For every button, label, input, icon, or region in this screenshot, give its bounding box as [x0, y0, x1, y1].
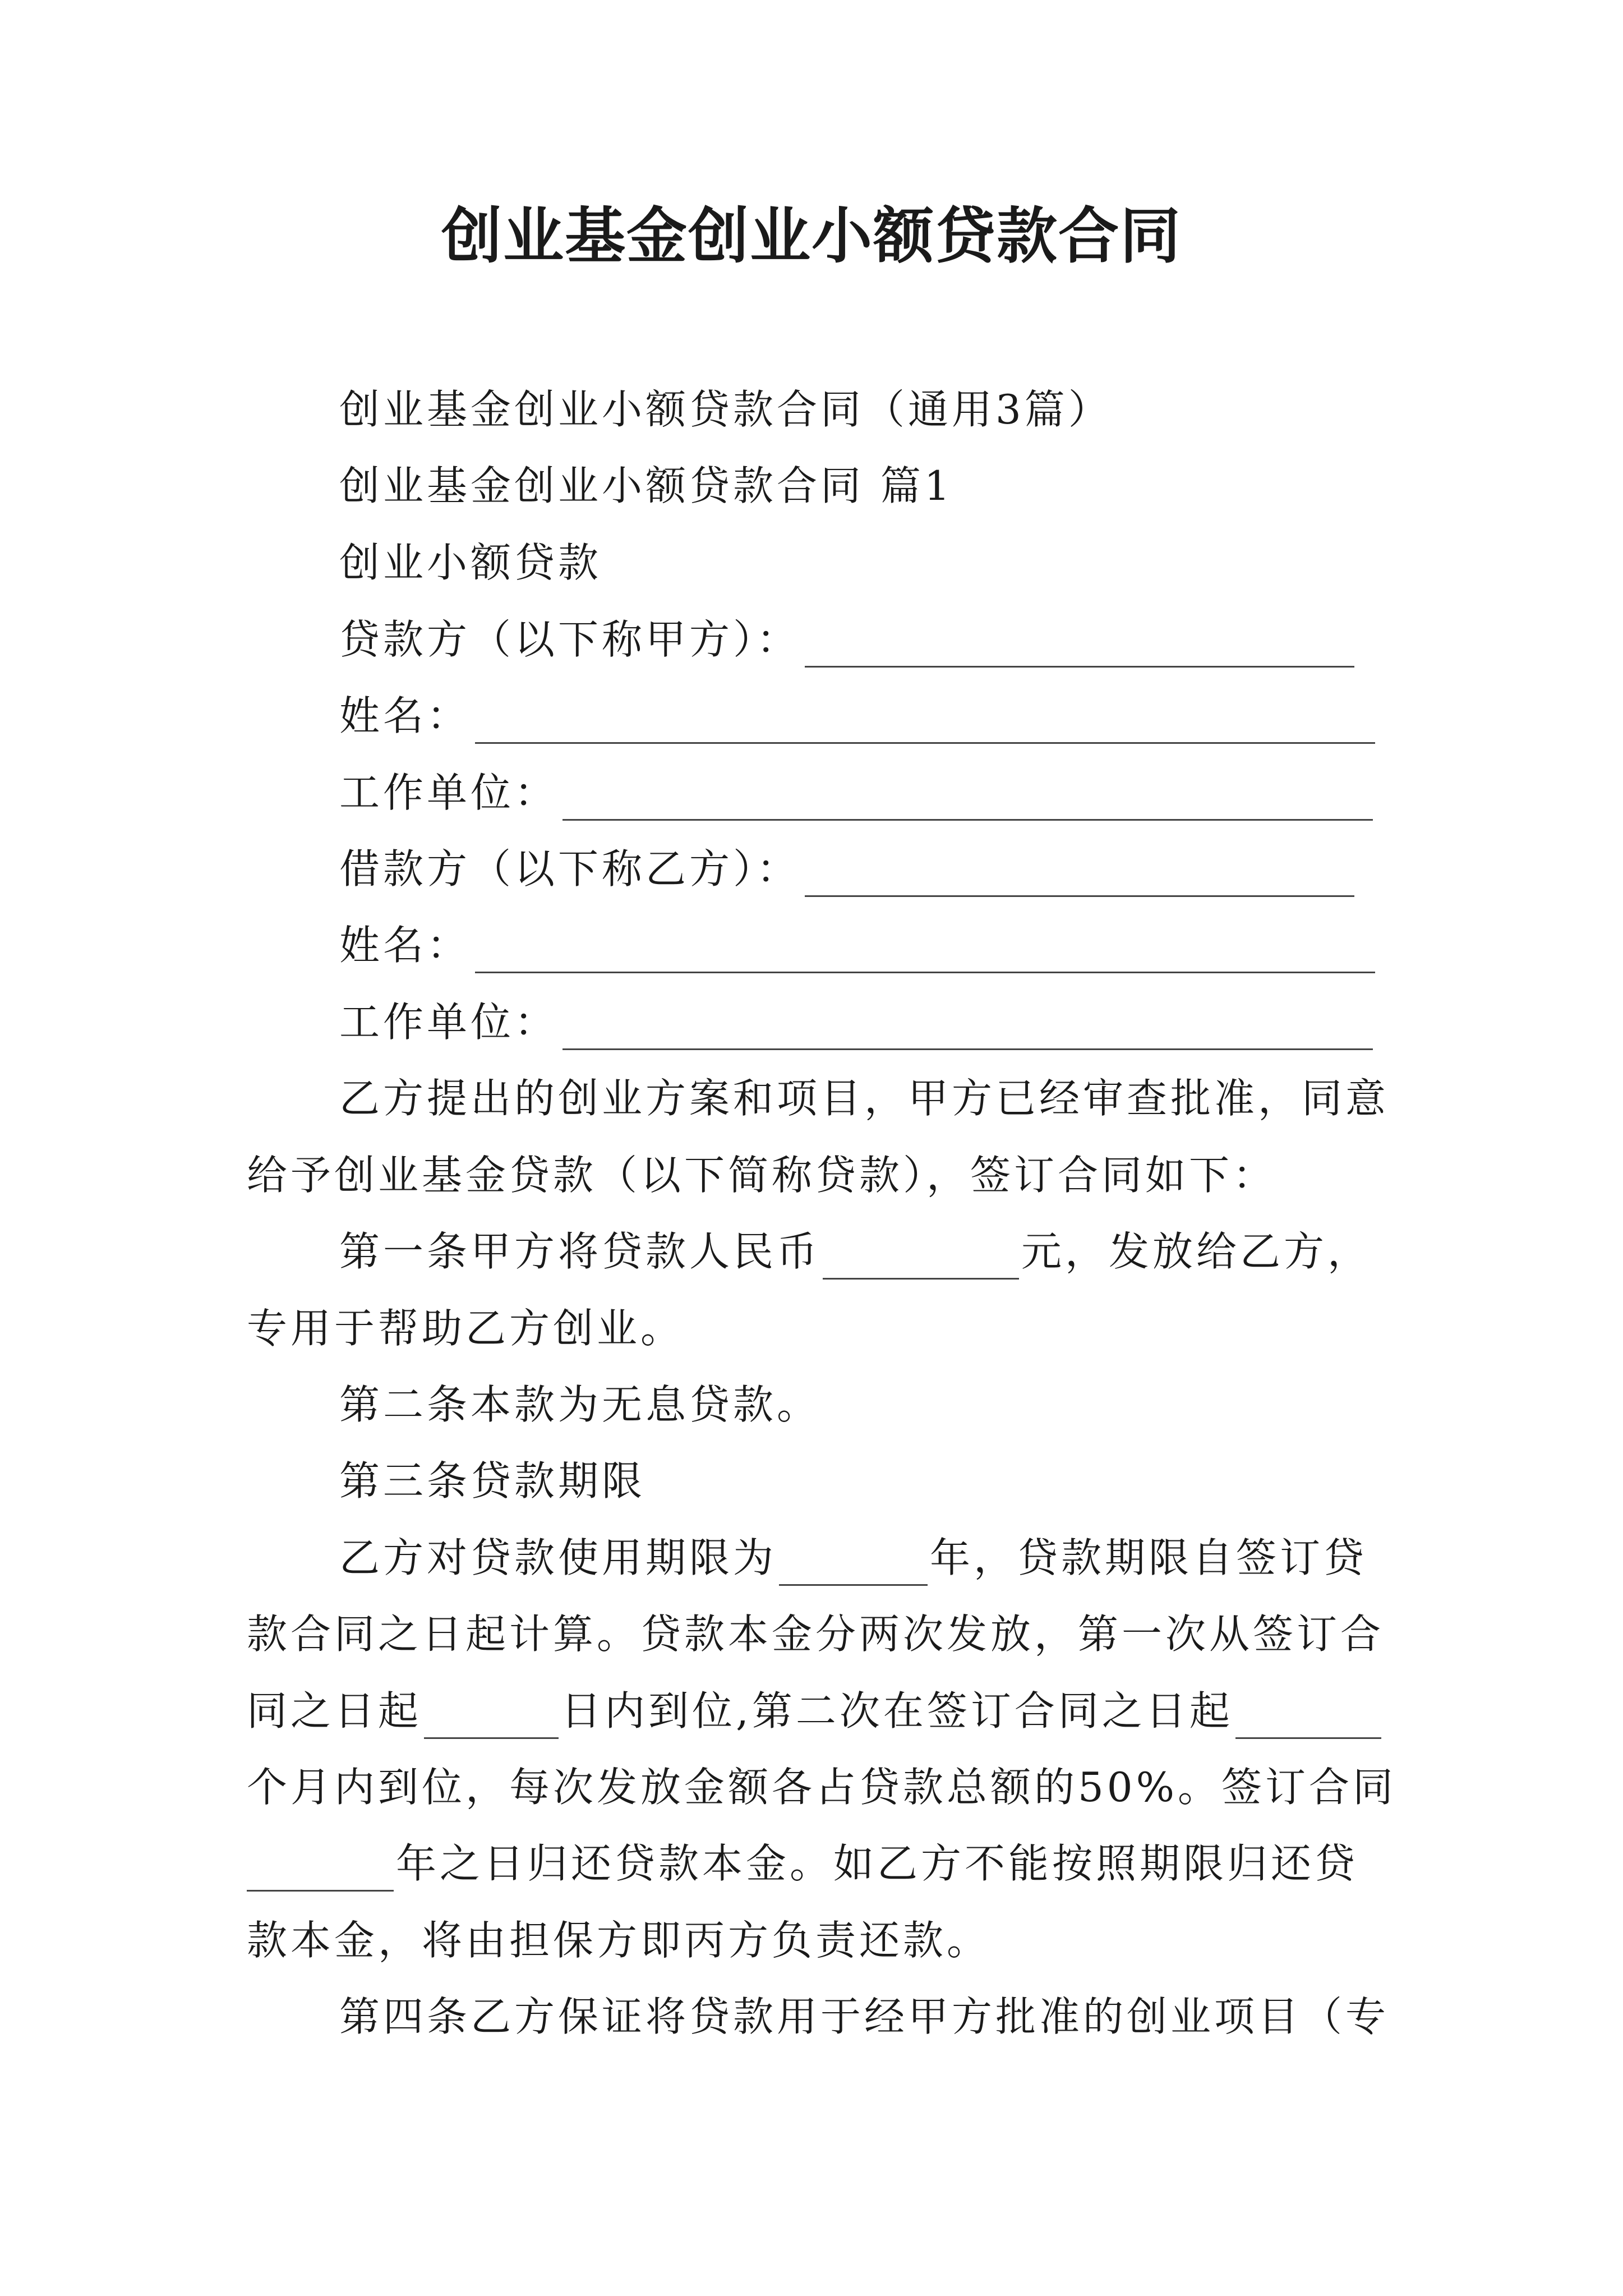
borrower-name-label: 姓名：	[339, 922, 471, 969]
lender-unit-label: 工作单位：	[339, 769, 559, 816]
article-3-text-5b: 年之日归还贷款本金。如乙方不能按照期限归还贷	[396, 1840, 1359, 1887]
borrower-label: 借款方（以下称乙方）：	[339, 845, 801, 892]
amount-blank[interactable]	[823, 1234, 1019, 1280]
borrower-name-field	[339, 917, 1375, 973]
lender-name-field	[339, 688, 1375, 744]
lender-name-label: 姓名：	[339, 692, 471, 739]
lender-unit-field	[339, 765, 1373, 821]
borrower-blank[interactable]	[805, 852, 1354, 897]
article-3-heading: 第三条贷款期限	[339, 1457, 646, 1504]
repay-years-blank[interactable]	[247, 1846, 394, 1892]
article-3-line-5	[247, 1835, 1358, 1892]
article-1-text-a: 第一条甲方将贷款人民币	[339, 1228, 821, 1275]
article-2: 第二条本款为无息贷款。	[339, 1381, 821, 1428]
article-3-text-1b: 年，贷款期限自签订贷	[930, 1534, 1368, 1581]
borrower-name-blank[interactable]	[475, 928, 1375, 973]
article-3-text-3a: 同之日起	[247, 1687, 422, 1734]
article-3-line-1	[339, 1530, 1367, 1586]
article-3-line-2: 款合同之日起计算。贷款本金分两次发放，第一次从签订合	[247, 1611, 1385, 1658]
term-years-blank[interactable]	[779, 1540, 928, 1586]
article-3-line-3	[247, 1683, 1384, 1739]
intro-line-2: 给予创业基金贷款（以下简称贷款），签订合同如下：	[247, 1152, 1277, 1199]
document-title: 创业基金创业小额贷款合同	[441, 201, 1182, 272]
section-heading: 创业小额贷款	[339, 539, 602, 586]
borrower-unit-blank[interactable]	[562, 1005, 1373, 1050]
intro-line-1: 乙方提出的创业方案和项目，甲方已经审查批准，同意	[339, 1075, 1390, 1122]
first-days-blank[interactable]	[424, 1694, 559, 1739]
borrower-unit-field	[339, 994, 1373, 1050]
second-months-blank[interactable]	[1235, 1694, 1381, 1739]
article-3-text-1a: 乙方对贷款使用期限为	[339, 1534, 777, 1581]
article-3-line-4: 个月内到位，每次发放金额各占贷款总额的50%。签订合同	[247, 1764, 1397, 1811]
lender-blank[interactable]	[805, 622, 1354, 668]
lender-field	[339, 611, 1354, 668]
article-1-text-b: 元，发放给乙方，	[1021, 1228, 1372, 1275]
article-1-line-2: 专用于帮助乙方创业。	[247, 1305, 685, 1352]
article-4-line-1: 第四条乙方保证将贷款用于经甲方批准的创业项目（专	[339, 1993, 1390, 2040]
lender-label: 贷款方（以下称甲方）：	[339, 616, 801, 663]
article-1-line-1	[339, 1223, 1371, 1280]
borrower-field	[339, 841, 1354, 897]
article-3-text-3b: 日内到位,第二次在签订合同之日起	[561, 1687, 1233, 1734]
part-heading: 创业基金创业小额贷款合同 篇1	[339, 462, 953, 509]
lender-unit-blank[interactable]	[562, 775, 1373, 821]
borrower-unit-label: 工作单位：	[339, 999, 559, 1046]
article-3-line-6: 款本金，将由担保方即丙方负责还款。	[247, 1917, 991, 1964]
lender-name-blank[interactable]	[475, 698, 1375, 744]
subtitle: 创业基金创业小额贷款合同（通用3篇）	[339, 386, 1112, 433]
